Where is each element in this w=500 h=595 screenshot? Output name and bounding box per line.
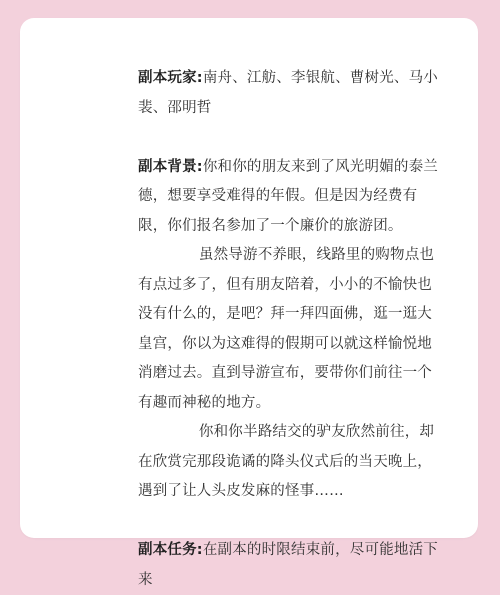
background-intro: 你和你的朋友来到了风光明媚的泰兰德，想要享受难得的年假。但是因为经费有限，你们报名参加了一个廉价的旅游团。	[138, 158, 439, 234]
background-paragraph	[138, 153, 438, 242]
background-label: 副本背景:	[138, 158, 203, 175]
paragraph-spacer	[138, 123, 438, 153]
players-label: 副本玩家:	[138, 70, 203, 86]
background-story-paragraph-2: 你和你半路结交的驴友欣然前往，却在欣赏完那段诡谲的降头仪式后的当天晚上，遇到了让人头皮发麻的怪事……	[138, 424, 435, 499]
players-value: 南舟、江舫、李银航、曹树光、马小裴、邵明哲	[138, 70, 439, 116]
task-paragraph	[138, 536, 438, 595]
players-paragraph	[138, 64, 438, 123]
article-content	[138, 64, 438, 595]
task-value: 在副本的时限结束前，尽可能地活下来	[138, 542, 439, 588]
content-card	[20, 18, 478, 588]
paragraph-spacer	[138, 507, 438, 537]
task-label: 副本任务:	[138, 542, 203, 558]
background-story-paragraph-1: 虽然导游不养眼，线路里的购物点也有点过多了，但有朋友陪着，小小的不愉快也没有什么的，是吧？拜一拜四面佛，逛一逛大皇宫，你以为这难得的假期可以就这样愉悦地消磨过去。直到导游宣布，要带你们前往一个有趣而神秘的地方。	[138, 247, 435, 411]
